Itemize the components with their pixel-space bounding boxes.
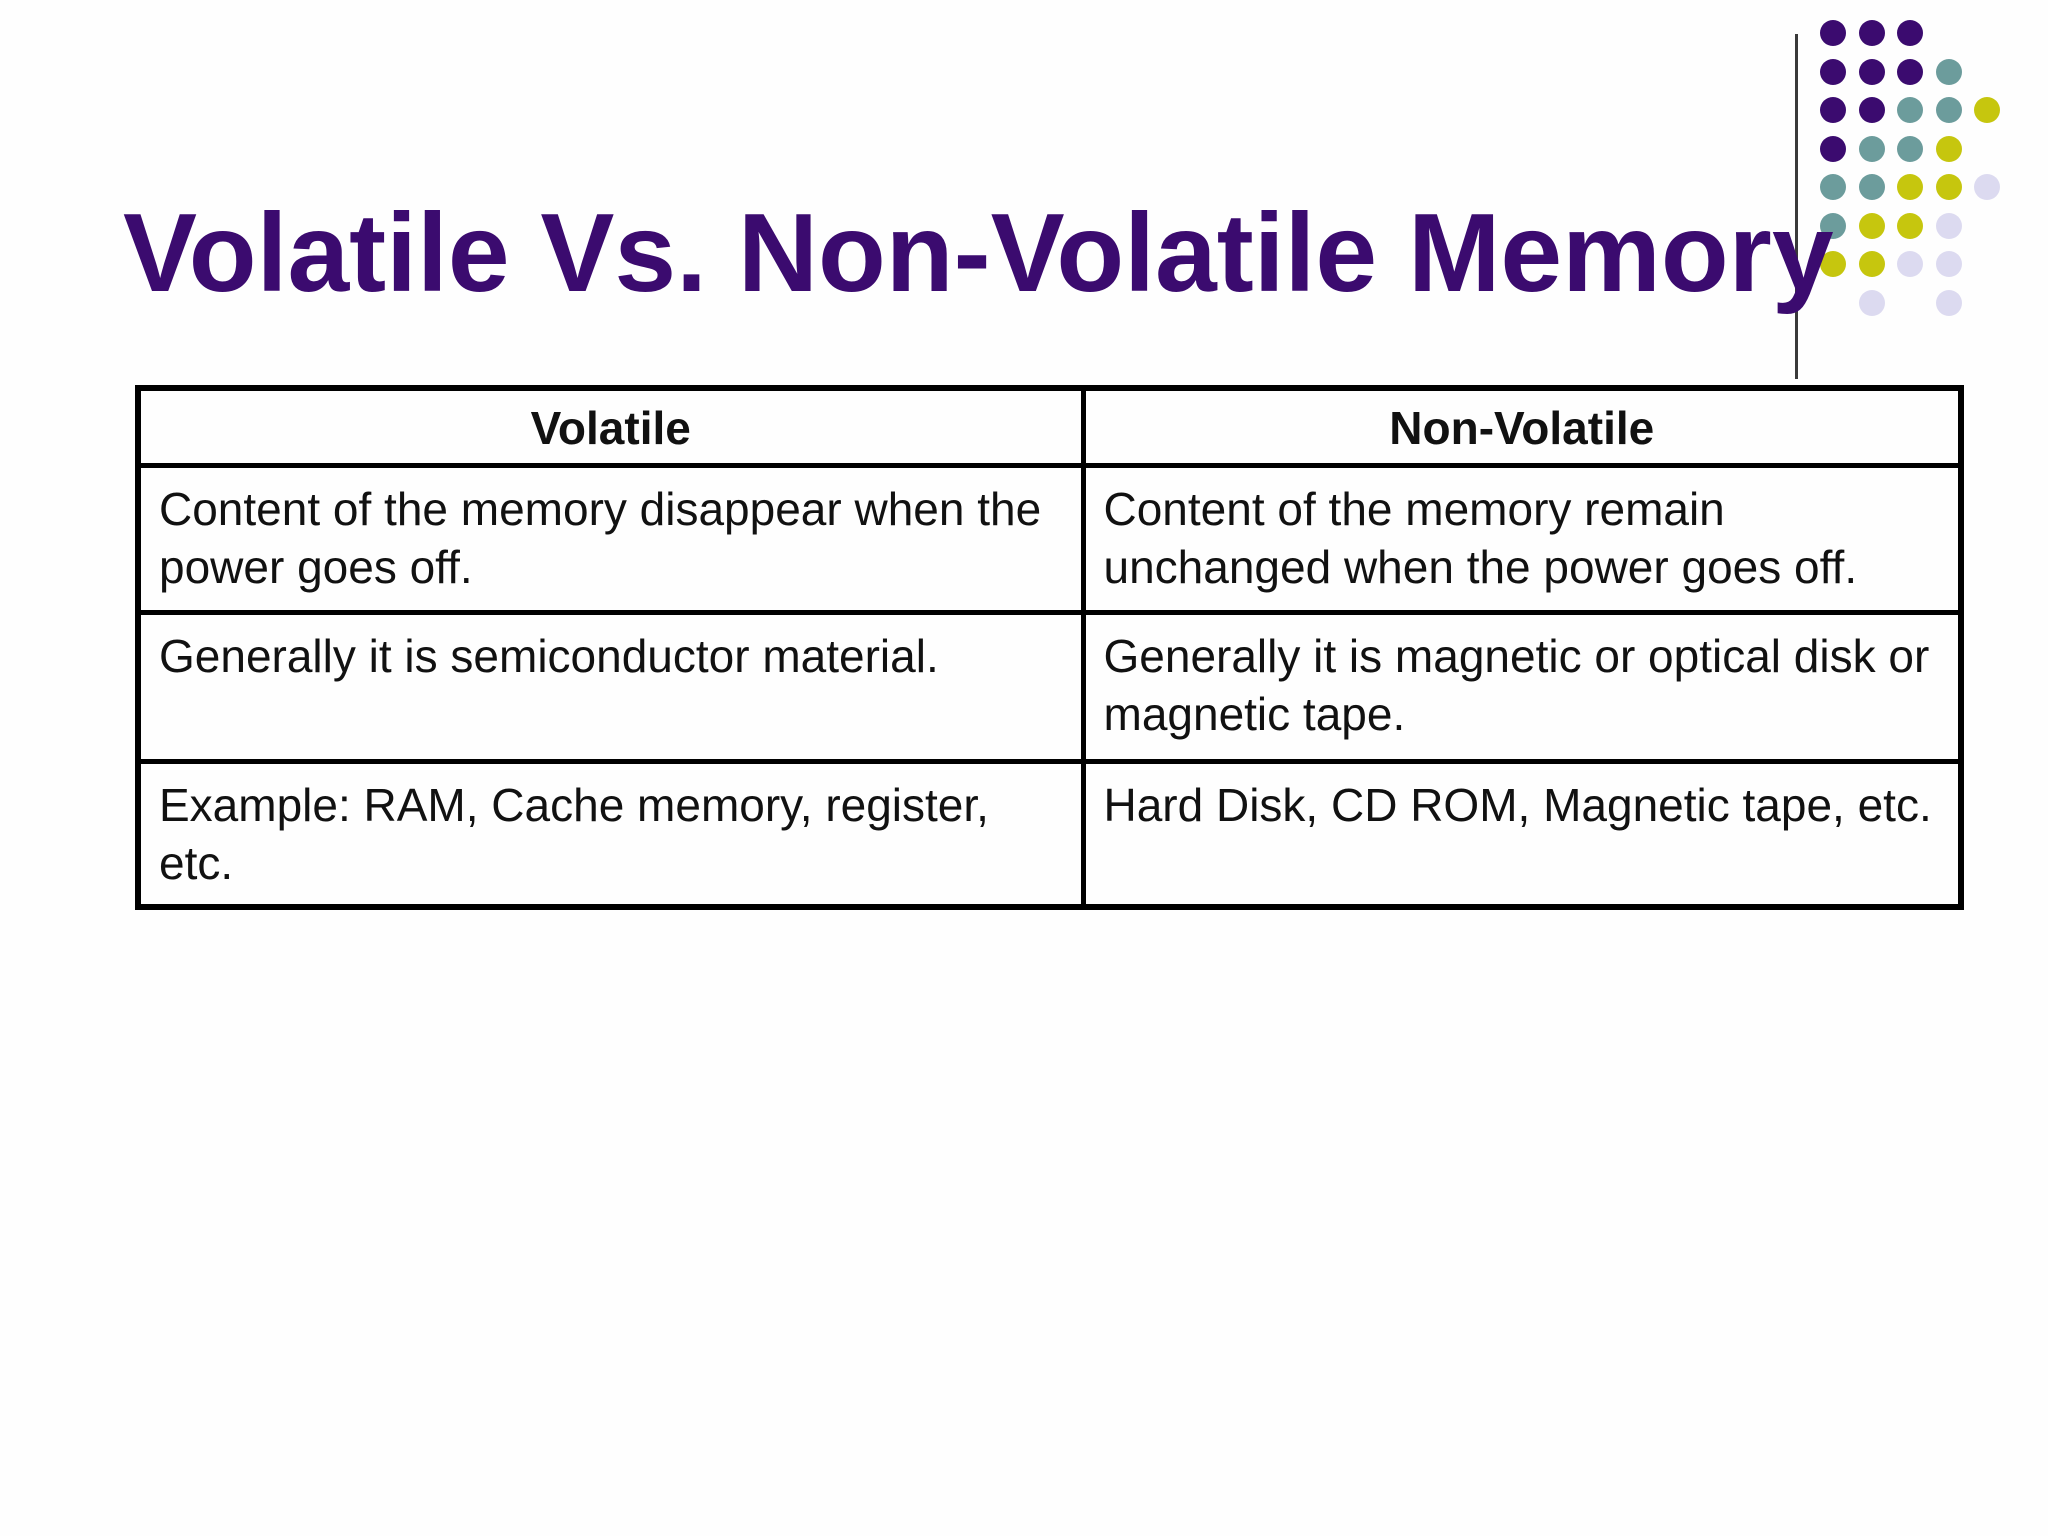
decorative-dot xyxy=(1936,136,1962,162)
decorative-dot xyxy=(1859,136,1885,162)
decorative-dot xyxy=(1974,97,2000,123)
header-non-volatile: Non-Volatile xyxy=(1083,388,1961,466)
decorative-dot xyxy=(1974,174,2000,200)
comparison-table xyxy=(135,385,1964,910)
table-cell-non-volatile: Hard Disk, CD ROM, Magnetic tape, etc. xyxy=(1083,762,1961,908)
decorative-dot xyxy=(1936,59,1962,85)
table-row xyxy=(138,466,1961,613)
decorative-dot xyxy=(1820,136,1846,162)
table-cell-volatile: Content of the memory disappear when the power goes off. xyxy=(138,466,1083,613)
slide-title: Volatile Vs. Non-Volatile Memory xyxy=(123,191,1834,315)
decorative-dot xyxy=(1820,20,1846,46)
decorative-dot xyxy=(1859,251,1885,277)
decorative-dot xyxy=(1859,97,1885,123)
decorative-dot xyxy=(1897,97,1923,123)
decorative-dot xyxy=(1936,97,1962,123)
decorative-dot xyxy=(1859,174,1885,200)
header-volatile: Volatile xyxy=(138,388,1083,466)
table-row xyxy=(138,613,1961,762)
decorative-dot xyxy=(1897,59,1923,85)
decorative-dot xyxy=(1859,290,1885,316)
decorative-dot xyxy=(1859,59,1885,85)
decorative-dot xyxy=(1936,174,1962,200)
decorative-dot xyxy=(1936,251,1962,277)
decorative-dot xyxy=(1897,213,1923,239)
decorative-dot xyxy=(1897,251,1923,277)
decorative-dot xyxy=(1859,20,1885,46)
table-header-row xyxy=(138,388,1961,466)
decorative-dot xyxy=(1820,97,1846,123)
decorative-dot xyxy=(1936,290,1962,316)
table-row xyxy=(138,762,1961,908)
decorative-dot xyxy=(1897,174,1923,200)
decorative-dot xyxy=(1897,136,1923,162)
decorative-dot xyxy=(1859,213,1885,239)
table-cell-non-volatile: Content of the memory remain unchanged when the power goes off. xyxy=(1083,466,1961,613)
decorative-dot xyxy=(1820,59,1846,85)
decorative-dot-grid xyxy=(1820,20,2040,340)
table-cell-volatile: Generally it is semiconductor material. xyxy=(138,613,1083,762)
table-cell-non-volatile: Generally it is magnetic or optical disk or magnetic tape. xyxy=(1083,613,1961,762)
decorative-dot xyxy=(1897,20,1923,46)
decorative-dot xyxy=(1936,213,1962,239)
table-cell-volatile: Example: RAM, Cache memory, register, etc. xyxy=(138,762,1083,908)
